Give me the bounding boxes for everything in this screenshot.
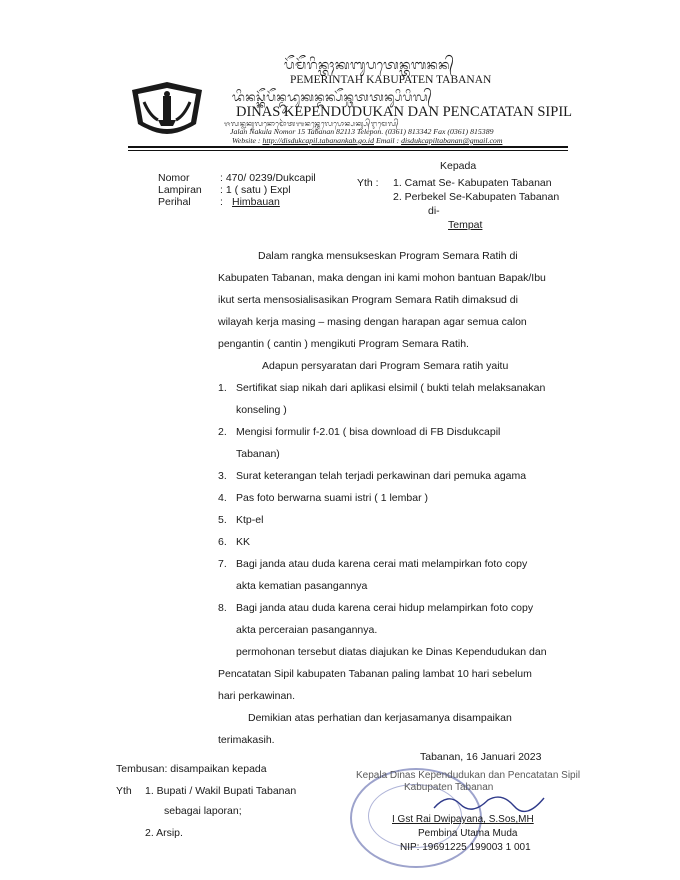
perihal-value: Himbauan bbox=[232, 196, 280, 208]
list-text: Ktp-el bbox=[236, 514, 264, 526]
paragraph-1-line-2: Kabupaten Tabanan, maka dengan ini kami mohon bantuan Bapak/Ibu bbox=[218, 272, 546, 284]
list-number: 4. bbox=[218, 492, 227, 504]
recipient-line-2: 2. Perbekel Se-Kabupaten Tabanan bbox=[393, 191, 560, 203]
handwritten-signature-icon bbox=[430, 790, 550, 814]
yth-label: Yth : bbox=[357, 177, 379, 189]
list-item-6 bbox=[218, 531, 251, 553]
list-item-4 bbox=[218, 487, 428, 509]
paragraph-3-line-2: Pencatatan Sipil kabupaten Tabanan paling lambat 10 hari sebelum bbox=[218, 668, 532, 680]
cc-heading: Tembusan: disampaikan kepada bbox=[116, 763, 267, 775]
paragraph-3-line-1: permohonan tersebut diatas diajukan ke Dinas Kependudukan dan bbox=[236, 646, 547, 658]
government-name: PEMERINTAH KABUPATEN TABANAN bbox=[290, 74, 492, 86]
balinese-script-line-3: ᬚᬮᬦ᭄ᬦᬓᬸᬮᬦᭀᬫᭀᬃᬢᬩᬦᬦ᭄ᬢᬾᬮᬾᬧᭀᬦ᭄ᬧᬓ᭄ᬲ᭄ᬇᬫᬾᬮ᭄ bbox=[224, 120, 400, 128]
balinese-script-line-2: ᬤᬶᬦᬲ᭄ᬓᭂᬧᭂᬦ᭄ᬤᬸᬤᬸᬓᬦ᭄ᬤᬦ᭄ᬧᭂᬦ᭄ᬘᬢᬢᬦ᭄ᬲᬶᬧᬶᬮ᭄ bbox=[232, 90, 433, 104]
list-number: 7. bbox=[218, 558, 227, 570]
list-number: 6. bbox=[218, 536, 227, 548]
lampiran-label: Lampiran bbox=[158, 184, 202, 196]
signatory-name: I Gst Rai Dwipayana, S.Sos,MH bbox=[392, 814, 534, 825]
signatory-title-line-2: Kabupaten Tabanan bbox=[404, 782, 494, 793]
list-number: 5. bbox=[218, 514, 227, 526]
list-item-1-cont: konseling ) bbox=[236, 404, 287, 416]
paragraph-2: Adapun persyaratan dari Program Semara ratih yaitu bbox=[262, 360, 509, 372]
address-line: Jalan Nakula Nomor 15 Tabanan 82113 Telepon. (0361) 813342 Fax (0361) 815389 bbox=[230, 127, 494, 136]
list-item-2-cont: Tabanan) bbox=[236, 448, 280, 460]
email-link[interactable]: disdukcapiltabanan@gmail.com bbox=[401, 136, 503, 145]
recipient-di: di- bbox=[428, 205, 440, 217]
recipient-tempat: Tempat bbox=[448, 219, 483, 231]
list-item-2 bbox=[218, 421, 501, 443]
perihal-label: Perihal bbox=[158, 196, 191, 208]
website-link[interactable]: http://disdukcapil.tabanankab.go.id bbox=[262, 136, 374, 145]
email-label: Email : bbox=[375, 136, 400, 145]
nomor-value: : 470/ 0239/Dukcapil bbox=[220, 172, 316, 184]
list-item-7 bbox=[218, 553, 528, 575]
list-text: Surat keterangan telah terjadi perkawinan dari pemuka agama bbox=[236, 470, 527, 482]
list-text: Mengisi formulir f-2.01 ( bisa download di FB Disdukcapil bbox=[236, 426, 501, 438]
website-label: Website : bbox=[232, 136, 261, 145]
cc-item-2: 2. Arsip. bbox=[145, 827, 183, 839]
contact-line bbox=[232, 136, 502, 145]
kepada-label: Kepada bbox=[440, 160, 477, 172]
agency-name: DINAS KEPENDUDUKAN DAN PENCATATAN SIPIL bbox=[236, 104, 573, 120]
list-number: 1. bbox=[218, 382, 227, 394]
paragraph-3-line-3: hari perkawinan. bbox=[218, 690, 296, 702]
signatory-rank: Pembina Utama Muda bbox=[418, 828, 518, 839]
list-number: 3. bbox=[218, 470, 227, 482]
nomor-label: Nomor bbox=[158, 172, 190, 184]
recipient-line-1: 1. Camat Se- Kabupaten Tabanan bbox=[393, 177, 552, 189]
list-number: 8. bbox=[218, 602, 227, 614]
list-item-5 bbox=[218, 509, 264, 531]
letterhead-rule-thick bbox=[128, 146, 568, 148]
paragraph-1-line-5: pengantin ( cantin ) mengikuti Program Semara Ratih. bbox=[218, 338, 469, 350]
list-text: KK bbox=[236, 536, 251, 548]
cc-item-1-cont: sebagai laporan; bbox=[164, 805, 242, 817]
cc-yth: Yth bbox=[116, 785, 132, 797]
list-item-8-cont: akta perceraian pasangannya. bbox=[236, 624, 378, 636]
paragraph-1-line-3: ikut serta mensosialisasikan Program Semara Ratih dimaksud di bbox=[218, 294, 518, 306]
signatory-nip: NIP: 19691225 199003 1 001 bbox=[400, 842, 531, 853]
tabanan-regency-crest-icon bbox=[128, 80, 206, 142]
paragraph-4-line-2: terimakasih. bbox=[218, 734, 275, 746]
list-number: 2. bbox=[218, 426, 227, 438]
list-item-7-cont: akta kematian pasangannya bbox=[236, 580, 368, 592]
list-text: Sertifikat siap nikah dari aplikasi elsimil ( bukti telah melaksanakan bbox=[236, 382, 546, 394]
list-text: Bagi janda atau duda karena cerai hidup melampirkan foto copy bbox=[236, 602, 534, 614]
perihal-colon: : bbox=[220, 196, 223, 208]
list-item-8 bbox=[218, 597, 534, 619]
paragraph-4-line-1: Demikian atas perhatian dan kerjasamanya disampaikan bbox=[248, 712, 512, 724]
list-item-1 bbox=[218, 377, 546, 399]
signatory-title-line-1: Kepala Dinas Kependudukan dan Pencatatan Sipil bbox=[356, 770, 581, 781]
lampiran-value: : 1 ( satu ) Expl bbox=[220, 184, 291, 196]
cc-item-1: 1. Bupati / Wakil Bupati Tabanan bbox=[145, 785, 297, 797]
paragraph-1-line-4: wilayah kerja masing – masing dengan harapan agar semua calon bbox=[218, 316, 527, 328]
letterhead-rule-thin bbox=[128, 150, 568, 151]
list-text: Pas foto berwarna suami istri ( 1 lembar ) bbox=[236, 492, 428, 504]
paragraph-1-line-1: Dalam rangka mensukseskan Program Semara Ratih di bbox=[258, 250, 518, 262]
list-item-3 bbox=[218, 465, 527, 487]
list-text: Bagi janda atau duda karena cerai mati melampirkan foto copy bbox=[236, 558, 528, 570]
balinese-script-line-1: ᬧᭂᬫᭂᬭᬶᬦ᭄ᬢᬄᬓᬩᬸᬧᬢᬾᬦ᭄ᬢᬩᬦᬦ᭄ bbox=[284, 58, 455, 73]
place-date: Tabanan, 16 Januari 2023 bbox=[420, 751, 542, 763]
